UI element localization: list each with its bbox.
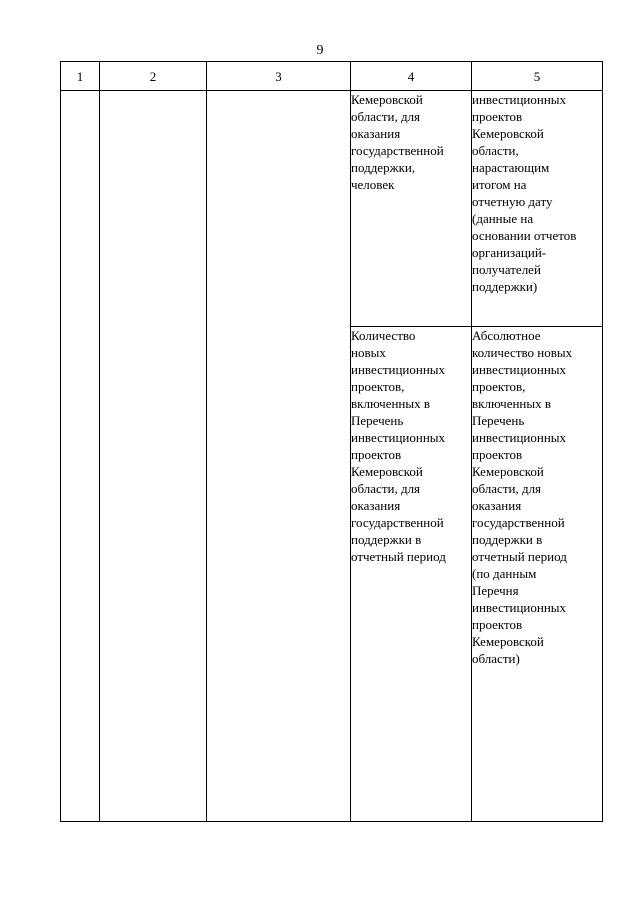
cell-col3-spanning xyxy=(207,91,351,822)
column-header-3: 3 xyxy=(207,62,351,91)
cell-col2-spanning xyxy=(100,91,207,822)
column-header-1: 1 xyxy=(61,62,100,91)
table-header-row xyxy=(61,62,603,91)
column-header-2: 2 xyxy=(100,62,207,91)
calculation-method-text: Абсолютное количество новых инвестиционных проектов, включенных в Перечень инвестиционных проектов Кемеровской области, для оказания государственной поддержки в отчетный период (по данным Перечня инвестиционных проектов Кемеровской области) xyxy=(472,328,573,666)
indicator-name-text: Кемеровской области, для оказания государственной поддержки, человек xyxy=(351,92,444,192)
calculation-method-cell xyxy=(472,327,603,822)
indicator-name-cell xyxy=(351,327,472,822)
page-number: 9 xyxy=(316,43,324,58)
column-header-5: 5 xyxy=(472,62,603,91)
indicator-name-cell xyxy=(351,91,472,327)
indicators-table xyxy=(60,61,603,822)
table-row xyxy=(61,91,603,327)
calculation-method-cell xyxy=(472,91,603,327)
calculation-method-text: инвестиционных проектов Кемеровской области, нарастающим итогом на отчетную дату (данные на основании отчетов организаций- получателей поддержки) xyxy=(472,92,577,294)
cell-col1-spanning xyxy=(61,91,100,822)
indicator-name-text: Количество новых инвестиционных проектов, включенных в Перечень инвестиционных проектов Кемеровской области, для оказания государственной поддержки в отчетный период xyxy=(351,328,446,564)
column-header-4: 4 xyxy=(351,62,472,91)
